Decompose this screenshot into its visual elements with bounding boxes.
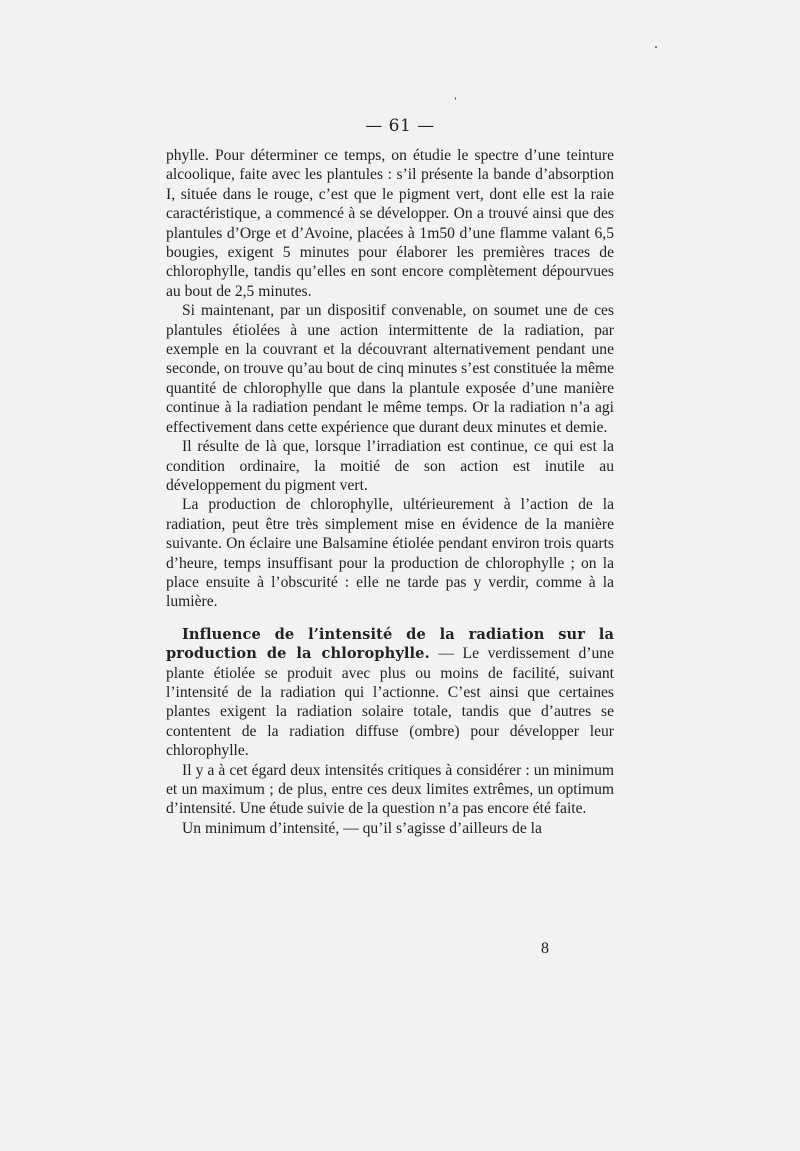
- paragraph-6: Il y a à cet égard deux intensités critiques à considérer : un minimum et un maximum ; de plus, entre ces deux limites extrêmes, un optimum d’intensité. Une étude suivie de la question n’a pas encore été faite.: [166, 761, 614, 818]
- paragraph-4: La production de chlorophylle, ultérieurement à l’action de la radiation, peut être très simplement mise en évidence de la manière suivante. On éclaire une Balsamine étiolée pendant environ trois quarts d’heure, temps insuffisant pour la production de chlorophylle ; on la place ensuite à l’obscurité : elle ne tarde pas y verdir, comme à la lumière.: [166, 496, 614, 611]
- paper-speck: [455, 97, 456, 100]
- signature-mark: 8: [541, 940, 549, 957]
- paragraph-1: phylle. Pour déterminer ce temps, on étudie le spectre d’une teinture alcoolique, faite avec les plantules : s’il présente la bande d’absorption I, située dans le rouge, c’est que le pigment vert, dont elle est la raie caractéristique, a commencé à se développer. On a trouvé ainsi que des plantules d’Orge et d’Avoine, placées à 1m50 d’une flamme valant 6,5 bougies, exigent 5 minutes pour élaborer les premières traces de chlorophylle, tandis qu’elles en sont encore complètement dépourvues au bout de 2,5 minutes.: [166, 147, 614, 300]
- paragraph-7: Un minimum d’intensité, — qu’il s’agisse d’ailleurs de la: [182, 819, 542, 837]
- paragraph-2: Si maintenant, par un dispositif convenable, on soumet une de ces plantules étiolées à une action intermittente de la radiation, par exemple en la couvrant et la découvrant alternativement pendant une seconde, on trouve qu’au bout de cinq minutes s’est constituée la même quantité de chlorophylle que dans la plantule exposée d’une manière continue à la radiation pendant le même temps. Or la radiation n’a agi effectivement dans cette expérience que durant deux minutes et demie.: [166, 302, 614, 436]
- body-text: [166, 146, 614, 838]
- page-number: — 61 —: [365, 116, 435, 136]
- paper-speck: [655, 46, 657, 48]
- section-heading: Influence de l’intensité de la radiation sur la production de la chlorophylle.: [166, 625, 614, 663]
- section-text: — Le verdissement d’une plante étiolée se produit avec plus ou moins de facilité, suivant l’intensité de la radiation qui l’actionne. C’est ainsi que certaines plantes exigent la radiation solaire totale, tandis que d’autres se contentent de la radiation diffuse (ombre) pour développer leur chlorophylle.: [166, 645, 614, 760]
- paragraph-3: Il résulte de là que, lorsque l’irradiation est continue, ce qui est la condition ordinaire, la moitié de son action est inutile au développement du pigment vert.: [166, 438, 614, 494]
- section-paragraph: [166, 625, 614, 761]
